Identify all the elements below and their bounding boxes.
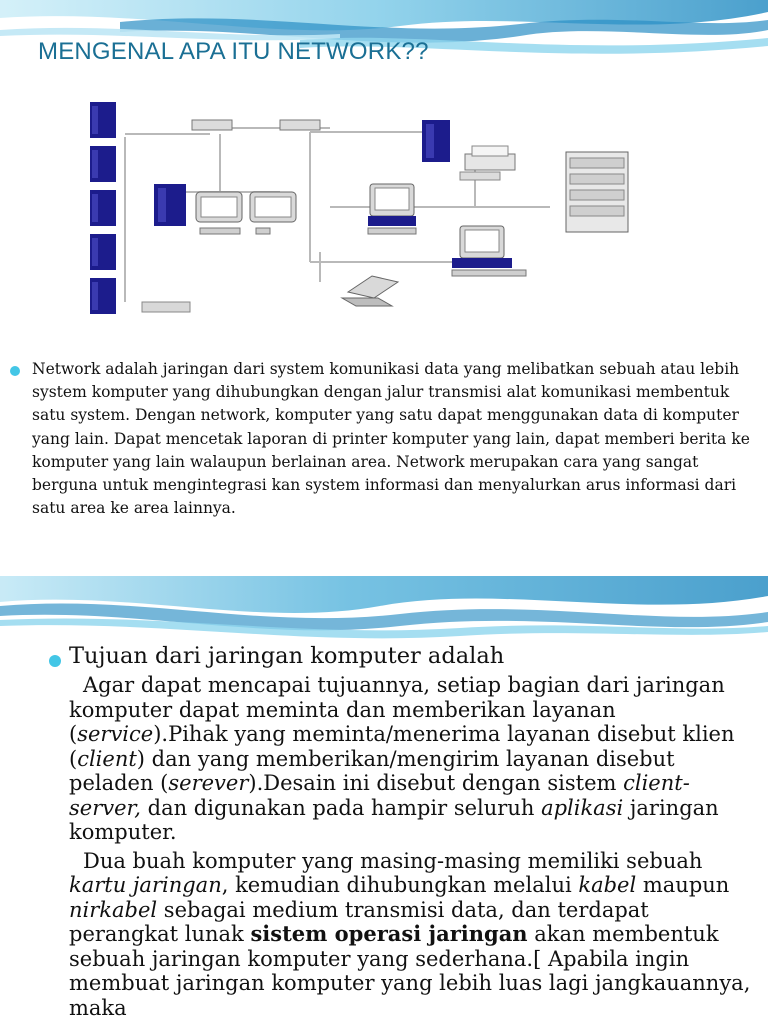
text-run: [ Apabila ingin membuat jaringan komputer yang lebih luas lagi jangkauannya, maka xyxy=(69,946,751,1020)
italic-term: client-server, xyxy=(69,771,690,820)
italic-term: service xyxy=(77,722,154,746)
text-run: akan membentuk sebuah jaringan komputer yang sederhana. xyxy=(69,922,719,971)
rack-cabinet xyxy=(566,152,628,232)
text-run: jaringan komputer. xyxy=(69,795,719,844)
paragraph-bullet xyxy=(10,358,758,520)
text-run: maupun xyxy=(636,873,730,897)
slide-2 xyxy=(0,576,768,1024)
network-definition-text: Network adalah jaringan dari system komunikasi data yang melibatkan sebuah atau lebih system komputer yang dihubungkan dengan jalur transmisi alat komunikasi membentuk satu system. Dengan network, komputer yang satu dapat menggunakan data di komputer yang lain. Dapat mencetak laporan di printer komputer yang lain, dapat memberi berita ke komputer yang lain walaupun berlainan area. Network merupakan cara yang sangat berguna untuk mengintegrasi kan system informasi dan menyalurkan arus informasi dari satu area ke area lainnya. xyxy=(32,360,750,518)
text-run: Dua buah komputer yang masing-masing memiliki sebuah xyxy=(83,848,703,873)
client-server-paragraph xyxy=(69,673,760,845)
text-run: ) dan yang memberikan/mengirim layanan disebut peladen ( xyxy=(69,746,675,795)
bullet-dot xyxy=(49,655,61,667)
goals-section xyxy=(52,642,760,1020)
italic-term: serever xyxy=(168,771,249,795)
hub-device xyxy=(192,120,232,130)
goals-heading: Tujuan dari jaringan komputer adalah xyxy=(69,643,505,669)
text-run: Agar dapat mencapai tujuannya, setiap bagian dari jaringan komputer dapat meminta dan memberikan layanan ( xyxy=(69,673,725,746)
text-run: ).Pihak yang meminta/menerima layanan disebut klien ( xyxy=(69,722,735,771)
bullet-dot xyxy=(10,366,20,376)
slide-title: MENGENAL APA ITU NETWORK?? xyxy=(38,38,429,65)
italic-term: kartu jaringan xyxy=(69,873,222,897)
text-run: sebagai medium transmisi data, dan terdapat perangkat lunak xyxy=(69,897,649,946)
italic-term: aplikasi xyxy=(541,795,624,820)
text-run: , kemudian dihubungkan melalui xyxy=(221,873,579,897)
header-wave-decoration xyxy=(0,576,768,646)
italic-term: nirkabel xyxy=(69,897,158,922)
italic-term: client xyxy=(77,746,137,771)
simple-network-paragraph xyxy=(69,849,760,1021)
text-run: ).Desain ini disebut dengan sistem xyxy=(248,771,624,795)
bold-term: sistem operasi jaringan xyxy=(250,921,528,946)
hub-device xyxy=(280,120,320,130)
text-run: dan digunakan pada hampir seluruh xyxy=(140,795,542,820)
network-diagram xyxy=(80,92,640,327)
italic-term: kabel xyxy=(578,873,637,897)
